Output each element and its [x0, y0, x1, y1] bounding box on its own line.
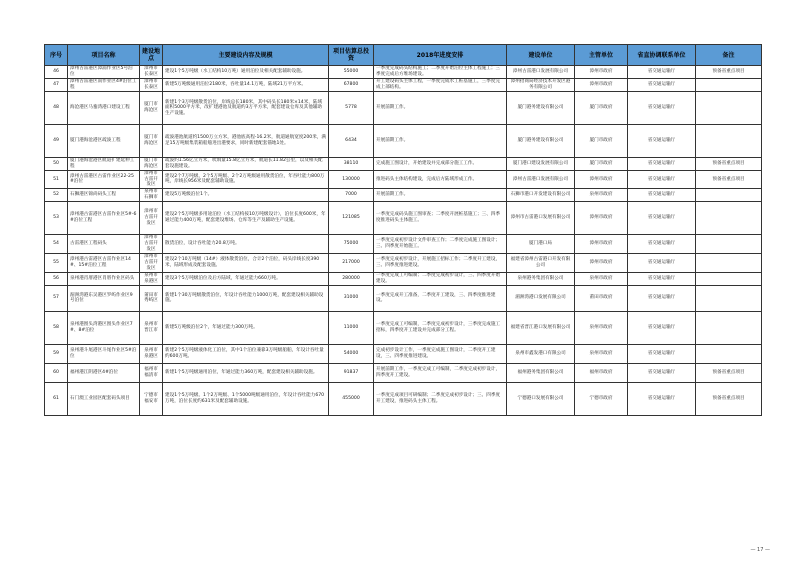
cell-investment: 91837 [329, 363, 374, 382]
cell-coordinator: 省交通运输厅 [628, 344, 696, 363]
header-investment: 项目估算总投资 [329, 45, 374, 66]
cell-project-name: 泉州港斗尾港区斗尾作业区5#泊位 [68, 344, 140, 363]
cell-no: 50 [45, 158, 68, 171]
cell-builder: 厦门港口建设发展有限公司 [507, 158, 575, 171]
cell-project-name: 厦门港海沧港区航道扩建延伸工程 [68, 158, 140, 171]
cell-no: 52 [45, 188, 68, 201]
header-content: 主要建设内容及规模 [163, 45, 329, 66]
cell-note: 预备省重点项目 [696, 382, 762, 415]
cell-investment: 217000 [329, 253, 374, 272]
cell-location: 漳州市古雷开发区 [140, 171, 163, 189]
table-row [45, 344, 762, 363]
cell-content: 建设2个10万吨级（14#）液体散货泊位，合计2个泊位，码头岸线长度390米，陆域形成及配套设施。 [163, 253, 329, 272]
cell-project-name: 泉州港围头湾港区围头作业区7#、8#泊位 [68, 311, 140, 344]
cell-location: 厦门市海沧区 [140, 125, 163, 158]
cell-plan: 一季度完成开工准备，二季度开工建设，三、四季度推进建设。 [374, 285, 507, 311]
cell-note [696, 311, 762, 344]
header-location: 建设地点 [140, 45, 163, 66]
cell-builder: 漳州古雷港口发展有限公司 [507, 171, 575, 189]
cell-note [696, 272, 762, 285]
cell-location: 福州市福清市 [140, 363, 163, 382]
cell-builder: 厦门港口局 [507, 234, 575, 253]
cell-no: 46 [45, 66, 68, 79]
cell-builder: 泉州市鑫发港口有限公司 [507, 344, 575, 363]
cell-content: 建设3个5万吨级泊位及后方陆域，年通过能力660万吨。 [163, 272, 329, 285]
cell-coordinator: 省交通运输厅 [628, 311, 696, 344]
cell-plan: 一季度完成工可编制，二季度完成初步设计，三季度完成施工招标，四季度开工建设并完成部分工程。 [374, 311, 507, 344]
document-page [44, 44, 761, 416]
cell-note [696, 201, 762, 234]
cell-coordinator: 省交通运输厅 [628, 125, 696, 158]
table-row [45, 285, 762, 311]
cell-builder: 宁德港口发展有限公司 [507, 382, 575, 415]
cell-content: 建设5万吨级泊位1个。 [163, 188, 329, 201]
cell-builder: 福建省晋江港口发展有限公司 [507, 311, 575, 344]
header-no: 序号 [45, 45, 68, 66]
cell-project-name: 漳州古雷港区古雷作业区22-25#泊位 [68, 171, 140, 189]
cell-plan: 开展前期工作，一季度完成工可编制，二季度完成初步设计，四季度开工建设。 [374, 363, 507, 382]
cell-note [696, 92, 762, 125]
cell-department: 莆田市政府 [575, 285, 628, 311]
header-note: 备注 [696, 45, 762, 66]
cell-department: 厦门市政府 [575, 158, 628, 171]
cell-department: 漳州市政府 [575, 79, 628, 92]
cell-location: 泉州市泉港区 [140, 344, 163, 363]
cell-investment: 75000 [329, 234, 374, 253]
cell-builder: 漳州招商局经济技术开发区港务有限公司 [507, 79, 575, 92]
table-header-row [45, 45, 762, 66]
cell-no: 53 [45, 201, 68, 234]
cell-plan: 推进码头主体结构建设，完成后方陆域形成工作。 [374, 171, 507, 189]
cell-note [696, 344, 762, 363]
cell-investment: 55000 [329, 66, 374, 79]
cell-project-name: 海沧港区马銮湾港口建设工程 [68, 92, 140, 125]
cell-location: 厦门市海沧区 [140, 92, 163, 125]
cell-note [696, 285, 762, 311]
cell-coordinator: 省交通运输厅 [628, 188, 696, 201]
cell-plan: 一季度完成工可编制；二季度完成初步设计，三、四季度开始建设。 [374, 272, 507, 285]
cell-builder: 漳州古雷港口发展有限公司 [507, 66, 575, 79]
cell-note: 预备省重点项目 [696, 158, 762, 171]
cell-builder: 湄洲湾港口发展有限公司 [507, 285, 575, 311]
cell-no: 54 [45, 234, 68, 253]
cell-note [696, 125, 762, 158]
cell-location: 漳州市长泰区 [140, 79, 163, 92]
table-row [45, 382, 762, 415]
table-row [45, 171, 762, 189]
cell-no: 58 [45, 311, 68, 344]
cell-note [696, 79, 762, 92]
cell-plan: 完成施工图设计，开始建设并完成部分施工工作。 [374, 158, 507, 171]
cell-investment: 5778 [329, 92, 374, 125]
cell-location: 泉州市晋江市 [140, 311, 163, 344]
cell-builder: 漳州市古雷港口发展有限公司 [507, 201, 575, 234]
cell-investment: 67800 [329, 79, 374, 92]
header-coordinator: 省直协调联系单位 [628, 45, 696, 66]
cell-location: 泉州市石狮市 [140, 188, 163, 201]
cell-no: 60 [45, 363, 68, 382]
cell-department: 泉州市政府 [575, 272, 628, 285]
cell-content: 疏浚港池航道约1500万立方米，港池底高程-16.2米，航道通航宽度200米，满足15万吨级集装箱船舶进出港要求，同时新建配套锚地1处。 [163, 125, 329, 158]
cell-content: 建设1个5万吨级（水工结构10万吨）通用泊位及相关配套辅助设施。 [163, 66, 329, 79]
cell-note: 预备省重点项目 [696, 66, 762, 79]
cell-coordinator: 省交通运输厅 [628, 66, 696, 79]
cell-note: 预备省重点项目 [696, 171, 762, 189]
cell-department: 漳州市政府 [575, 234, 628, 253]
cell-location: 漳州市古雷开发区 [140, 234, 163, 253]
cell-investment: 6434 [329, 125, 374, 158]
cell-coordinator: 省交通运输厅 [628, 171, 696, 189]
cell-project-name: 泉州港肖厝港区肖厝作业区码头 [68, 272, 140, 285]
cell-plan: 一季度完成初步设计，开展施工招标工作；二季度开工建设，三、四季度推进建设。 [374, 253, 507, 272]
header-builder: 建设单位 [507, 45, 575, 66]
cell-content: 新建2个5万吨级液体化工泊位，其中1个泊位兼靠3万吨级船舶，年设计吞吐量约600万吨。 [163, 344, 329, 363]
table-row [45, 188, 762, 201]
cell-department: 漳州市政府 [575, 171, 628, 189]
header-project-name: 项目名称 [68, 45, 140, 66]
cell-project-name: 石门澳工业园区配套码头项目 [68, 382, 140, 415]
project-table [44, 44, 762, 416]
cell-no: 59 [45, 344, 68, 363]
cell-plan: 开展前期工作。 [374, 188, 507, 201]
cell-builder: 泉州港务集团有限公司 [507, 272, 575, 285]
cell-project-name: 福州港江阴港区4#泊位 [68, 363, 140, 382]
cell-plan: 开工建设码头主体工程，一季度完成水工桩基施工，三季度完成上部结构。 [374, 79, 507, 92]
table-row [45, 311, 762, 344]
cell-location: 漳州市长泰区 [140, 66, 163, 79]
cell-no: 55 [45, 253, 68, 272]
cell-no: 61 [45, 382, 68, 415]
cell-builder: 厦门港务建设有限公司 [507, 125, 575, 158]
cell-location: 漳州市古雷开发区 [140, 201, 163, 234]
cell-plan: 一季度完成码头结构施工；二季度开始泊位主体工程施工；三季度完成后方堆场建设。 [374, 66, 507, 79]
cell-note: 预备省重点项目 [696, 363, 762, 382]
table-row [45, 272, 762, 285]
cell-content: 建设2个5万吨级多用途泊位（水工结构按10万吨级设计），泊位长度600米，年通过能力400万吨，配套建设堆场、仓库等生产及辅助生产设施。 [163, 201, 329, 234]
cell-department: 福州市政府 [575, 363, 628, 382]
cell-department: 泉州市政府 [575, 188, 628, 201]
page-number: — 17 — [750, 547, 770, 553]
cell-department: 宁德市政府 [575, 382, 628, 415]
cell-coordinator: 省交通运输厅 [628, 253, 696, 272]
cell-no: 51 [45, 171, 68, 189]
table-row [45, 158, 762, 171]
table-row [45, 234, 762, 253]
cell-coordinator: 省交通运输厅 [628, 363, 696, 382]
table-row [45, 92, 762, 125]
table-row [45, 201, 762, 234]
cell-location: 宁德市福安市 [140, 382, 163, 415]
cell-no: 48 [45, 92, 68, 125]
cell-content: 新建1个3万吨级散货泊位，岸线总长180米，其中码头长180米×14米，陆域面积5000平方米，改扩建港池及航道约3万平方米，配套建设仓库及其他辅助生产设施。 [163, 92, 329, 125]
cell-no: 56 [45, 272, 68, 285]
cell-no: 47 [45, 79, 68, 92]
cell-location: 莆田市秀屿区 [140, 285, 163, 311]
cell-content: 新建1个30万吨级散货泊位，年设计吞吐能力1000万吨，配套建设相关辅助设施。 [163, 285, 329, 311]
cell-department: 泉州市政府 [575, 344, 628, 363]
cell-project-name: 漳州港古雷港区古雷作业区14#、15#泊位工程 [68, 253, 140, 272]
cell-project-name: 漳州古雷港区漳浦作业区5号泊位 [68, 66, 140, 79]
cell-coordinator: 省交通运输厅 [628, 201, 696, 234]
cell-project-name: 厦门港海沧港区疏浚工程 [68, 125, 140, 158]
cell-investment: 11000 [329, 311, 374, 344]
cell-content: 建设1个5万吨级、1个2万吨级、1个5000吨级通用泊位，年设计吞吐能力670万吨，泊位长度约631米及配套辅助设施。 [163, 382, 329, 415]
cell-content: 散货泊位，设计吞吐能力20.8万吨。 [163, 234, 329, 253]
cell-location: 漳州市古雷开发区 [140, 253, 163, 272]
cell-coordinator: 省交通运输厅 [628, 272, 696, 285]
table-row [45, 363, 762, 382]
cell-coordinator: 省交通运输厅 [628, 285, 696, 311]
table-row [45, 253, 762, 272]
cell-content: 新建5万吨级泊位2个，年通过能力300万吨。 [163, 311, 329, 344]
cell-builder: 福建省漳州古雷港口开发有限公司 [507, 253, 575, 272]
cell-department: 漳州市政府 [575, 253, 628, 272]
table-row [45, 79, 762, 92]
cell-plan: 一季度完成项目可研编制；二季度完成初步设计；三、四季度开工建设，推进码头主体工程。 [374, 382, 507, 415]
cell-investment: 130000 [329, 171, 374, 189]
cell-investment: 38110 [329, 158, 374, 171]
cell-no: 57 [45, 285, 68, 311]
cell-coordinator: 省交通运输厅 [628, 234, 696, 253]
cell-plan: 完成初步设计工作，一季度完成施工图设计，二季度开工建设，三、四季度推进建设。 [374, 344, 507, 363]
cell-investment: 54000 [329, 344, 374, 363]
cell-content: 新建1个5万吨级通用泊位，年通过能力360万吨，配套建设相关辅助设施。 [163, 363, 329, 382]
cell-coordinator: 省交通运输厅 [628, 382, 696, 415]
table-row [45, 125, 762, 158]
cell-note [696, 188, 762, 201]
cell-project-name: 湄洲湾港东吴港区罗屿作业区9号泊位 [68, 285, 140, 311]
cell-investment: 455000 [329, 382, 374, 415]
cell-location: 泉州市泉港区 [140, 272, 163, 285]
cell-plan: 一季度完成码头施工图审查；二季度开展桩基施工；三、四季度推进码头主体施工。 [374, 201, 507, 234]
cell-plan: 一季度完成初步设计文件审查工作；二季度完成施工图设计；三、四季度开始施工。 [374, 234, 507, 253]
cell-project-name: 漳州港古雷港区古雷作业区5#-6#泊位工程 [68, 201, 140, 234]
cell-project-name: 古雷港区工程码头 [68, 234, 140, 253]
cell-project-name: 石狮港区锦尚码头工程 [68, 188, 140, 201]
cell-department: 厦门市政府 [575, 125, 628, 158]
cell-content: 建设2个7万吨级、2个5万吨级、2个2万吨级通用散货泊位，年吞吐能力800万吨，岸线长956米及配套辅助设施。 [163, 171, 329, 189]
table-row [45, 66, 762, 79]
cell-plan: 开展前期工作。 [374, 125, 507, 158]
cell-investment: 31000 [329, 285, 374, 311]
cell-builder: 厦门港务建设有限公司 [507, 92, 575, 125]
cell-location: 厦门市海沧区 [140, 158, 163, 171]
cell-coordinator: 省交通运输厅 [628, 92, 696, 125]
cell-department: 漳州市政府 [575, 201, 628, 234]
cell-coordinator: 省交通运输厅 [628, 79, 696, 92]
cell-note [696, 253, 762, 272]
header-department: 主管单位 [575, 45, 628, 66]
cell-builder: 石狮市港口开发建设有限公司 [507, 188, 575, 201]
cell-coordinator: 省交通运输厅 [628, 158, 696, 171]
cell-no: 49 [45, 125, 68, 158]
cell-plan: 开展前期工作。 [374, 92, 507, 125]
cell-investment: 121085 [329, 201, 374, 234]
cell-investment: 7000 [329, 188, 374, 201]
cell-content: 疏浚约1.56亿立方米，吹填量15.8亿立方米，航道长11.82公里，以及相关配套设施建设。 [163, 158, 329, 171]
cell-investment: 280000 [329, 272, 374, 285]
cell-department: 泉州市政府 [575, 311, 628, 344]
cell-builder: 福州港务集团有限公司 [507, 363, 575, 382]
cell-project-name: 漳州古雷港区南作业区4#泊位工程 [68, 79, 140, 92]
header-plan: 2018年进度安排 [374, 45, 507, 66]
cell-note [696, 234, 762, 253]
cell-department: 厦门市政府 [575, 92, 628, 125]
cell-content: 新建5万吨级通用泊位2180米，吞吐量14.1万吨，陆域21万平方米。 [163, 79, 329, 92]
cell-department: 漳州市政府 [575, 66, 628, 79]
